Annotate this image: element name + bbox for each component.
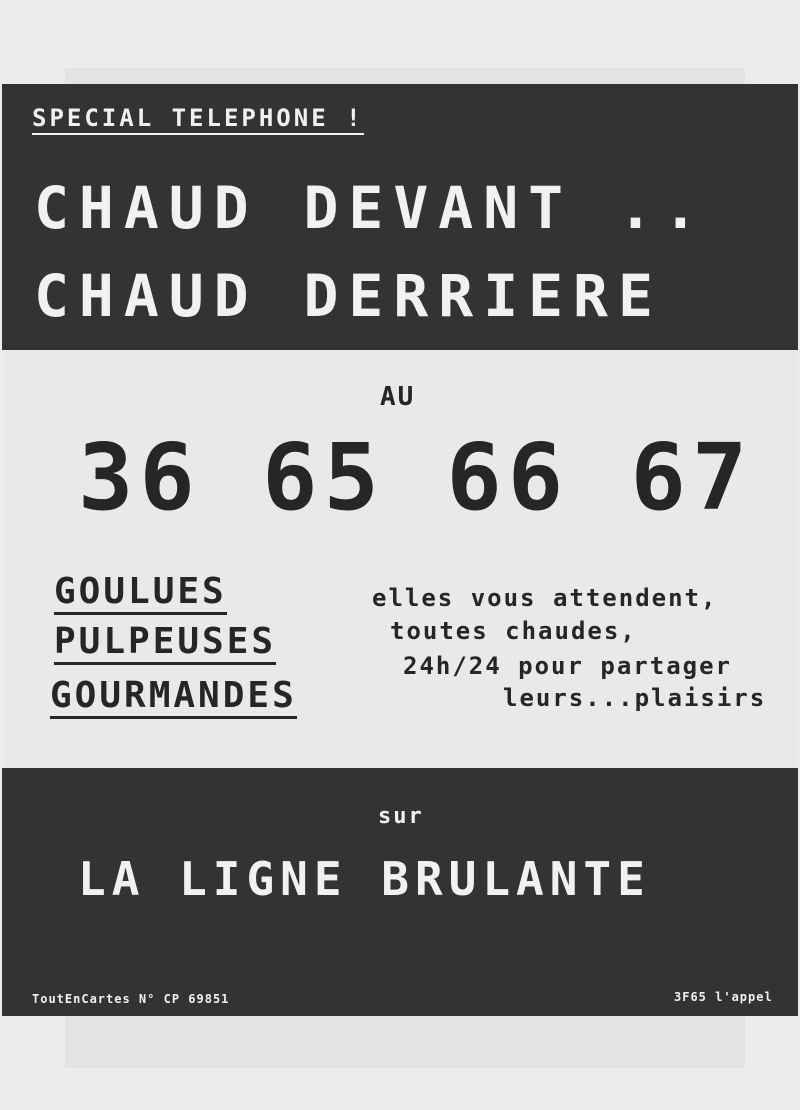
pitch-line-4: leurs...plaisirs — [503, 684, 767, 712]
connector-text: sur — [378, 804, 424, 829]
headline-line-1: CHAUD DEVANT .. — [34, 174, 708, 242]
number-prefix: AU — [380, 382, 416, 412]
pitch-line-3: 24h/24 pour partager — [403, 652, 732, 680]
adjective-2: PULPEUSES — [54, 622, 276, 665]
kicker-text: SPECIAL TELEPHONE ! — [32, 104, 364, 135]
legal-notice: ToutEnCartes N° CP 69851 — [32, 992, 230, 1006]
headline-line-2: CHAUD DERRIERE — [34, 262, 663, 330]
adjective-3: GOURMANDES — [50, 676, 297, 719]
call-price: 3F65 l'appel — [674, 990, 773, 1004]
pitch-line-1: elles vous attendent, — [372, 584, 718, 612]
pitch-line-2: toutes chaudes, — [390, 617, 637, 645]
adjective-1: GOULUES — [54, 572, 227, 615]
brand-name: LA LIGNE BRULANTE — [78, 852, 651, 906]
phone-number: 36 65 66 67 — [78, 424, 754, 531]
